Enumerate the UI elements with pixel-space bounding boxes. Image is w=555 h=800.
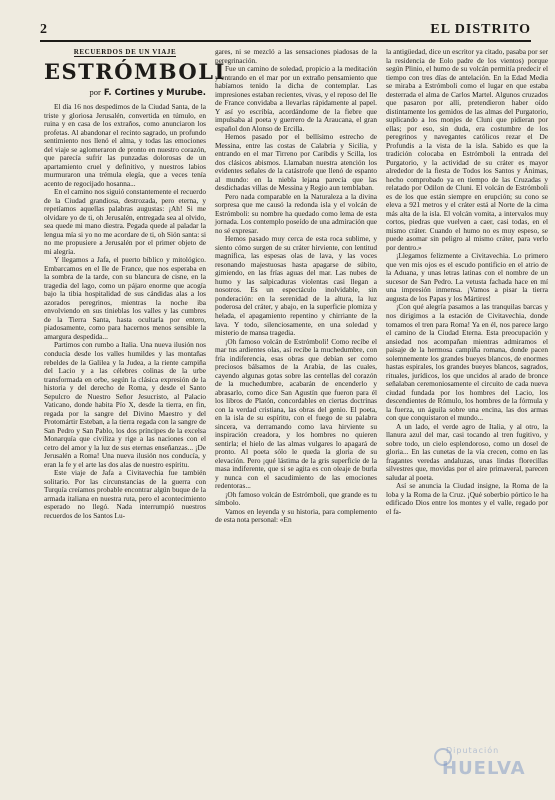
watermark-line-1: Diputación	[446, 746, 500, 755]
column-3	[386, 48, 548, 516]
column-2	[215, 48, 377, 525]
paragraph: ¡Oh famoso volcán de Estrómboli, que grande es tu símbolo.	[215, 489, 377, 508]
article-kicker: RECUERDOS DE UN VIAJE	[73, 48, 177, 56]
paragraph: Así se anuncia la Ciudad insigne, la Roma de la loba y la Roma de la Cruz. ¡Qué soberbio pórtico le ha edificado Dios entre los montes y el valle, regado por el fa-	[386, 481, 548, 516]
byline-prefix: por	[89, 86, 101, 97]
paragraph: Hemos pasado por el bellísimo estrecho de Messina, entre las costas de Calabria y Sicilia, y entrando en el mar Tirreno por Caribdis y Scilla, los dos clásicos abismos. Llamaban nuestra atención los evidentes señales de la catástrofe que llenó de espanto al mundo: en la niebla lejana parecía que las desdichadas villas de Messina y Regio aun temblaban.	[215, 132, 377, 193]
paragraph: Partimos con rumbo a Italia. Una nueva ilusión nos conducía desde los valles humildes y las montañas rebeldes de la Galilea y la Judea, a la riente campiña del Lacio y a las célebres colinas de la urbe transformada en orbe, según la clásica expresión de la historia y del derecho de Roma, y desde el Santo Sepulcro de Nuestro Señor Jesucristo, al Palacio Vaticano, donde habita Pío X, desde la tierra, en fin, regada por la sangre del Divino Maestro y del Protomártir Esteban, a la tierra regada con la sangre de San Pedro y San Pablo, los dos príncipes de la excelsa Monarquía que civiliza y rige a las naciones con el cetro del amor y la luz de sus eternas enseñanzas... ¡De Jerusalén a Roma! Una nueva ilusión nos conducía, y eran la fe y el arte las dos alas de nuestro espíritu.	[44, 340, 206, 469]
article-byline	[44, 88, 206, 98]
masthead: EL DISTRITO	[430, 22, 531, 37]
column-1	[44, 48, 226, 520]
paragraph: En el camino nos siguió constantemente el recuerdo de la Ciudad grandiosa, destrozada, pero eterna, y repetíamos aquellas palabras augustas: ¡Ah! Si me olvidare yo de ti, oh Jerusalén, entregada sea al olvido, sea quede mi mano diestra. Pegada quede al paladar la lengua mía si yo no me acordare de ti, oh Sión santa: si no me propusiere a Jerusalén por el primer objeto de mi alegría.	[44, 187, 206, 256]
paragraph: El día 16 nos despedimos de la Ciudad Santa, de la triste y gloriosa Jerusalén, convertida en túmulo, en ruina y en casa de los extraños, como anunciaron los profetas. Al abandonar el recinto sagrado, un profundo sentimiento nos llenó el alma, y todas las emociones del viaje se aglomeraron de pronto en nuestro corazón, que parecía sufrir las punzadas dolorosas de un apartamiento cruel y definitivo, y nuestros labios murmuraron una trémula elegía, que a veces tenía acento de regocijado hosanna...	[44, 102, 206, 188]
paragraph: Vamos en leyenda y su historia, para complemento de esta nota personal: «En	[215, 506, 377, 525]
watermark-line-2: HUELVA	[442, 758, 526, 779]
author-name: F. Cortines y Murube.	[103, 87, 206, 98]
paragraph: gares, ni se mezcló a las sensaciones piadosas de la peregrinación.	[215, 47, 377, 65]
paragraph: Hemos pasado muy cerca de esta roca sublime, y siento cómo surgen de su cráter hirviente, con lentitud magnífica, las espesas olas de lava, y las voces resonando majestuosas hasta apagarse de súbito, gimiendo, en las frías aguas del mar. Las nubes de humo y las salpicaduras violentas casi llegan a nosotros. Es un espectáculo inolvidable, sin ponderación: en la serenidad de la altura, la luz poderosa del cráter, y abajo, en la superficie plomiza y helada, el apagamiento repentino y chirriante de la lava. Y todo, silenciosamente, en una soledad y misterio de mansa tragedia.	[215, 234, 377, 338]
paragraph: ¡Oh famoso volcán de Estrómboli! Como recibe el mar tus ardientes olas, así recibe la muchedumbre, con fría indiferencia, esas obras que debían ser como preciosos bálsamos de la Arabia, de las cuales, cayendo algunas gotas sobre las centellas del corazón de la muchedumbre, acabarán de encenderlo y abrasarlo, como dice San Agustín que fueron para él los libros de Platón, concordables en ciertas doctrinas con la verdad cristiana, las obras del genio. El poeta, en la isla de su espíritu, con el fuego de su palabra sincera, va derramando como lava hirviente su inspiración creadora, y los hombres no quieren sentirla; el hielo de las almas vulgares lo apagará de pronto. Al poeta sólo le queda la gloria de su elevación. Pero ¡qué lástima de la gris superficie de la masa indiferente, que si se agita es con oleaje de burla y nunca con el sacudimiento de las emociones redentoras...	[215, 336, 377, 491]
header-rule	[40, 40, 531, 42]
page-number: 2	[40, 22, 47, 37]
paragraph: Y llegamos a Jafa, el puerto bíblico y mitológico. Embarcamos en el Ile de France, que nos esperaba en la sombra de la tarde, con su blancura de cisne, en la tragedia del lago, como un pájaro enorme que acogía bajo la tibia hospitalidad de sus cándidas alas a los azorados peregrinos, mientras la noche iba envolviendo en sus tinieblas los valles y las cumbres de la Tierra Santa, hasta ocultarla por entero, piadosamente, como para hacernos menos sensible la amargura despedida...	[44, 255, 206, 341]
archive-watermark	[432, 744, 524, 784]
paragraph: Pero nada comparable en la Naturaleza a la divina sorpresa que me causó la redonda isla y el volcán de Estrómboli: su nombre ha quedado como lema de esta jornada. Los contemplo poseído de una admiración que no sé expresar.	[215, 191, 377, 235]
paragraph: A un lado, el verde agro de Italia, y al otro, la llanura azul del mar, casi tocando al tren fugitivo, y sobre todo, un cielo esplendoroso, como un dosel de gloria... En las cunetas de la vía crecen, como en las fragantes veredas andaluzas, unas lindas florecillas silvestres que, movidas por el aire primaveral, parecen saludar al poeta.	[386, 421, 548, 482]
paragraph: Fue un camino de soledad, propicio a la meditación y entrando en el mar por un extraño pensamiento que habíamos tenido la dicha de contemplar. Las impresiones estaban recientes, vivas, y el reposo del Ile de France convidaba a llevarlas rápidamente al papel. Y así yo escribía, acordándome de la fiebre que impulsaba al poeta y guerrero de la Araucana, el gran español don Alonso de Ercilla.	[215, 64, 377, 133]
page-header	[40, 22, 531, 38]
article-title: ESTRÓMBOLI	[44, 58, 226, 84]
paragraph: ¡Llegamos felizmente a Civitavechia. Lo primero que ven mis ojos es el escudo pontificio en el atrio de la Aduana, y unas letras latinas con el nombre de un sucesor de San Pedro. La vetusta fachada hace en mí una impresión inmensa. ¡Vamos a pisar la tierra augusta de los Papas y los Mártires!	[386, 251, 548, 303]
paragraph: ¡Con qué alegría pasamos a las tranquilas barcas y nos dirigimos a la estación de Civitavechia, donde tomamos el tren para Roma! Ya en él, nos parece largo el camino de la Ciudad Eterna. Esta preocupación y ansiedad nos acompañan mientras admiramos el paisaje de la hermosa campiña romana, donde pacen solemnemente los grandes bueyes blancos, de enormes hastas espirales, los grandes bueyes blancos, sagrados, rituales, jurídicos, los que uncidos al arado de bronce señalaban ceremoniosamente el circuito de cada nueva ciudad fundada por los hombres del Lacio, los descendientes de Rómulo, los hombres de la fórmula y la fuerza, un águila sobre una encina, las dos armas con que conquistaron el mundo...	[386, 302, 548, 423]
paragraph: la antigüedad, dice un escritor ya citado, pasaba por ser la residencia de Eolo padre de los vientos) porque según Plinio, el humo de su volcán permitía predecir el tiempo con tres días de antelación. En la Edad Media se miraba a Estrómboli como el lugar en que estaba desterrada el alma de Carlos Martel. Algunos cruzados que pasaron por allí, pretendieron haber oído distintamente los gemidos de las almas del Purgatorio, suplicando a los monjes de Cluni que pidieran por ellas; por eso, sin duda, era costumbre de los peregrinos y navegantes católicos rezar el De Profundis a la vista de la isla. Sabido es que la tradición colocaba en Estrómboli la entrada del Purgatorio, y la actividad de su cráter es mayor alrededor de la fiesta de Todos los Santos y Ánimas, hecho comprobado ya en tiempo de las Cruzadas y relatado por Odilon de Cluni. El volcán de Estrómboli es de los que están siempre en erupción; su cono se eleva a 921 metros y el cráter está al Norte de la cima más alta de la isla. El volcán vomita, a intervalos muy cortos, piedras que vuelven a caer, casi todas, en el mismo cráter. Cuando el humo no es muy espeso, se puede asomar sin peligro al mismo cráter, para verlo por dentro.»	[386, 47, 548, 252]
paragraph: Este viaje de Jafa a Civitavechia fue también solitario. Por las circunstancias de la guerra con Turquía creíamos probable encontrar algún buque de la armada italiana en nuestra ruta, pero el acontecimiento esperado no llegó. Nada interrumpió nuestros recuerdos de los Santos Lu-	[44, 468, 206, 520]
